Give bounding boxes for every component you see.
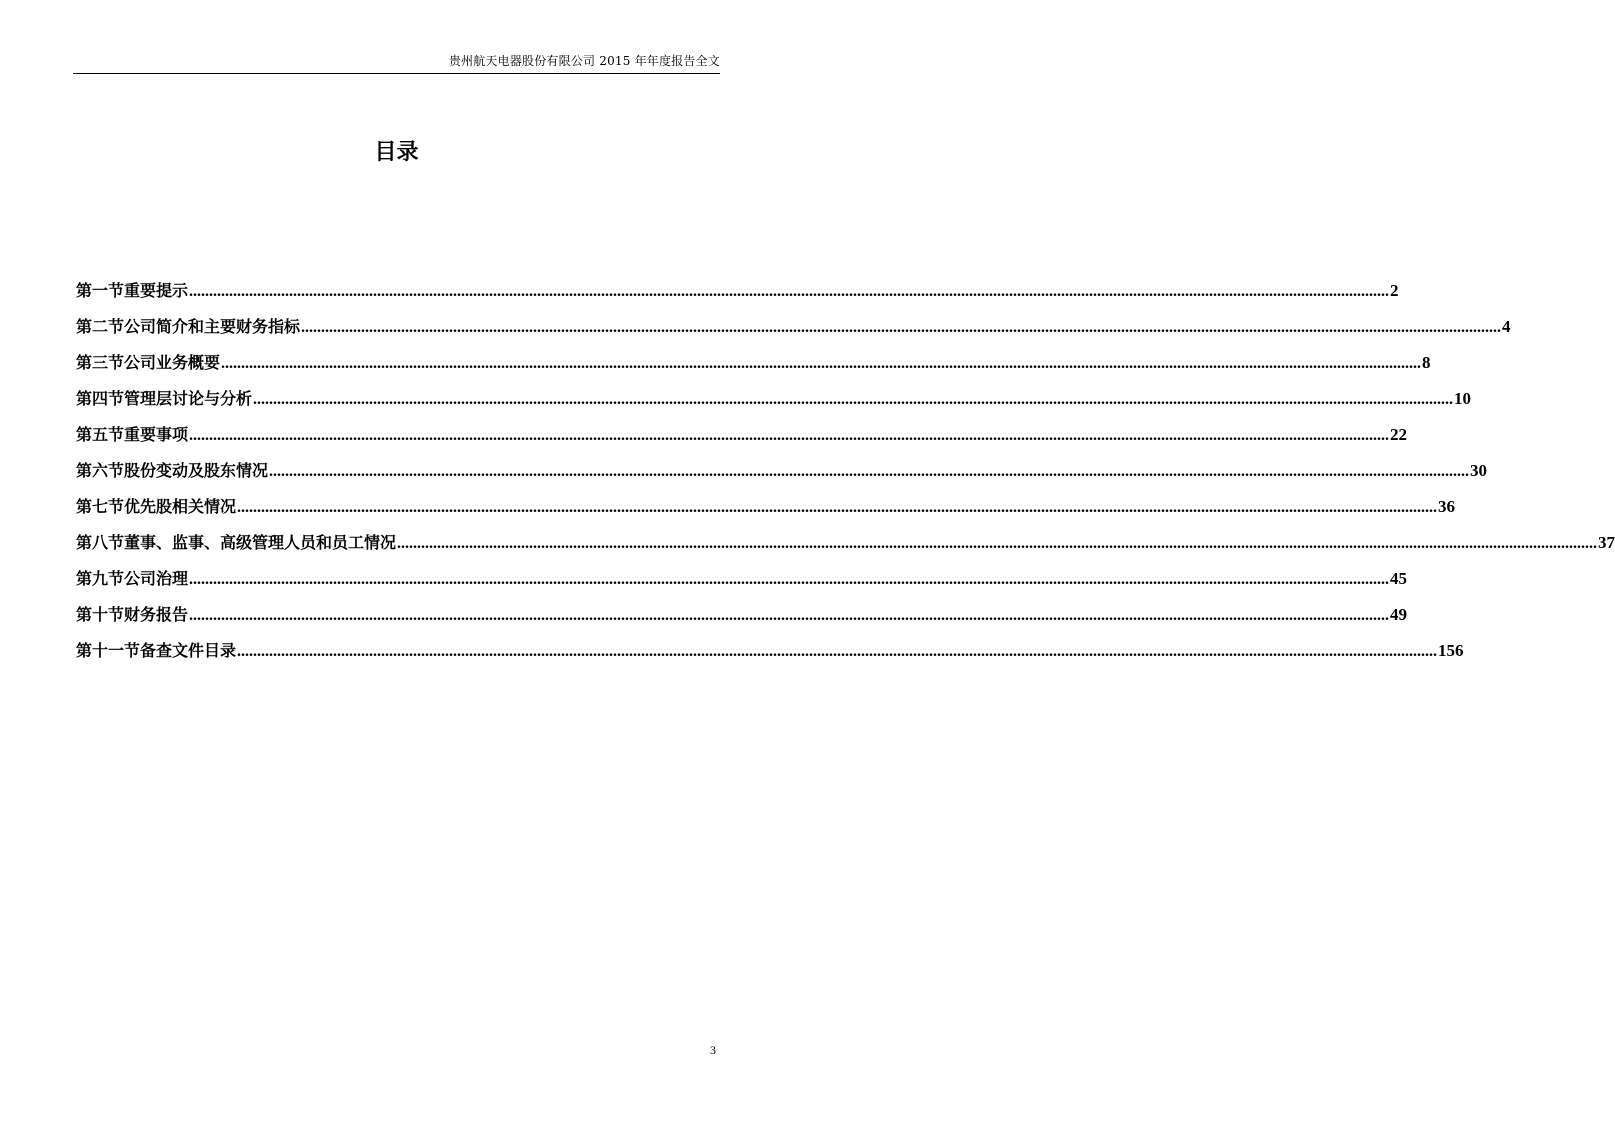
toc-page-number: 36 [1438, 497, 1456, 516]
toc-section-number: 第五节 [76, 425, 125, 444]
toc-section-number: 第二节 [76, 317, 125, 336]
toc-page-number: 10 [1454, 389, 1472, 408]
toc-dot-leader: ............................................................................................................................................................................................................................................................................................................ [189, 283, 1390, 300]
toc-entry-4[interactable] [76, 386, 1472, 422]
toc-section-number: 第八节 [76, 533, 125, 552]
toc-page-number: 4 [1502, 317, 1511, 336]
toc-entry-1[interactable] [76, 278, 1399, 314]
toc-dot-leader: ............................................................................................................................................................................................................................................................................................................ [189, 607, 1390, 624]
toc-section-number: 第三节 [76, 353, 125, 372]
toc-page-number: 8 [1422, 353, 1431, 372]
toc-dot-leader: ............................................................................................................................................................................................................................................................................................................ [237, 499, 1438, 516]
toc-dot-leader: ............................................................................................................................................................................................................................................................................................................ [397, 535, 1598, 552]
toc-section-number: 第九节 [76, 569, 125, 588]
toc-entry-9[interactable] [76, 566, 1408, 602]
toc-dot-leader: ............................................................................................................................................................................................................................................................................................................ [237, 643, 1438, 660]
toc-entry-10[interactable] [76, 602, 1408, 638]
toc-section-name: 重要提示 [124, 281, 189, 300]
toc-section-name: 股份变动及股东情况 [124, 461, 269, 480]
toc-section-number: 第七节 [76, 497, 125, 516]
toc-page-number: 30 [1470, 461, 1488, 480]
toc-entry-7[interactable] [76, 494, 1456, 530]
toc-page-number: 2 [1390, 281, 1399, 300]
toc-page-number: 156 [1438, 641, 1464, 660]
toc-entry-8[interactable] [76, 530, 1615, 566]
toc-section-name: 备查文件目录 [140, 641, 237, 660]
running-header: 贵州航天电器股份有限公司 2015 年年度报告全文 [448, 54, 720, 68]
toc-page-number: 45 [1390, 569, 1408, 588]
toc-section-name: 董事、监事、高级管理人员和员工情况 [124, 533, 397, 552]
toc-dot-leader: ............................................................................................................................................................................................................................................................................................................ [253, 391, 1454, 408]
toc-dot-leader: ............................................................................................................................................................................................................................................................................................................ [189, 571, 1390, 588]
toc-section-number: 第四节 [76, 389, 125, 408]
toc-entry-6[interactable] [76, 458, 1488, 494]
toc-section-name: 公司治理 [124, 569, 189, 588]
toc-section-number: 第一节 [76, 281, 125, 300]
toc-entry-11[interactable] [76, 638, 1464, 674]
toc-entry-5[interactable] [76, 422, 1408, 458]
toc-section-name: 公司简介和主要财务指标 [124, 317, 301, 336]
toc-section-name: 重要事项 [124, 425, 189, 444]
toc-section-name: 管理层讨论与分析 [124, 389, 253, 408]
toc-section-number: 第六节 [76, 461, 125, 480]
toc-dot-leader: ............................................................................................................................................................................................................................................................................................................ [301, 319, 1502, 336]
table-of-contents [76, 278, 1615, 674]
page-title: 目录 [374, 140, 419, 165]
toc-dot-leader: ............................................................................................................................................................................................................................................................................................................ [269, 463, 1470, 480]
toc-section-name: 优先股相关情况 [124, 497, 237, 516]
toc-dot-leader: ............................................................................................................................................................................................................................................................................................................ [221, 355, 1422, 372]
toc-section-name: 公司业务概要 [124, 353, 221, 372]
toc-dot-leader: ............................................................................................................................................................................................................................................................................................................ [189, 427, 1390, 444]
toc-section-name: 财务报告 [124, 605, 189, 624]
toc-section-number: 第十一节 [76, 641, 141, 660]
toc-entry-3[interactable] [76, 350, 1431, 386]
toc-section-number: 第十节 [76, 605, 125, 624]
toc-page-number: 49 [1390, 605, 1408, 624]
toc-page-number: 37 [1598, 533, 1615, 552]
header-rule [73, 73, 720, 74]
toc-page-number: 22 [1390, 425, 1408, 444]
page-number: 3 [710, 1043, 716, 1057]
toc-entry-2[interactable] [76, 314, 1511, 350]
